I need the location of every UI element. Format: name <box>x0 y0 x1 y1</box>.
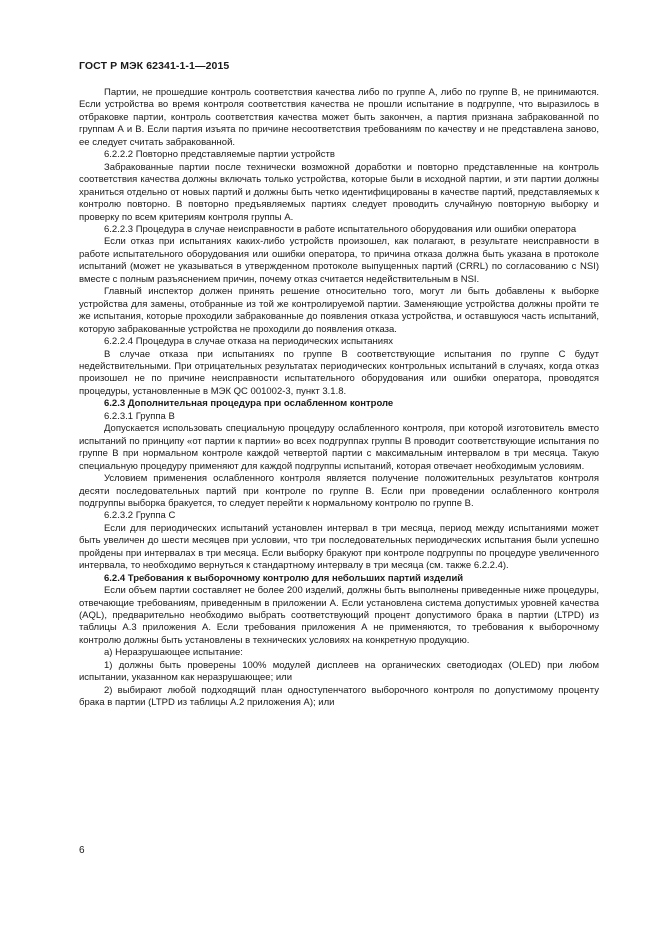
paragraph: Если объем партии составляет не более 200 изделий, должны быть выполнены приведенные ниже процедуры, отвечающие требованиям, приведенным в приложении А. Если установлена система допустимых уровней качества (AQL), предварительно необходимо выбрать соответствующий процент допустимого брака в партии (LTPD) из таблицы А.3 приложения А. Если требования приложения А не применяются, то требования к выборочному контролю должны быть установлены в технических условиях на конкретную продукцию. <box>79 585 599 646</box>
list-item: 2) выбирают любой подходящий план одноступенчатого выборочного контроля по допустимому проценту брака в партии (LTPD из таблицы А.2 приложения А); или <box>79 684 599 709</box>
paragraph: Забракованные партии после технически возможной доработки и повторно представленные на контроль соответствия качества должны включать только устройства, которые были в исходной партии, и эти партии должны храниться отдельно от новых партий и должны быть четко идентифицированы в качестве партий, представляемых к контролю повторно. В повторно предъявляемых партиях следует проводить случайную повторную выборку и проверку по всем критериям контроля группы А. <box>79 161 599 223</box>
subsection-heading: 6.2.2.4 Процедура в случае отказа на периодических испытаниях <box>104 336 393 348</box>
page-number: 6 <box>79 845 85 856</box>
paragraph: Партии, не прошедшие контроль соответствия качества либо по группе А, либо по группе В, не принимаются. Если устройства во время контроля соответствия качества не прошли испытание в подгруппе, что выразилось в отбраковке партии, контроль соответствия качества может быть закончен, а партия признана забракованной по группам А и В. Если партия изъята по причине несоответствия требованиям по качеству и не представлена заново, ее следует считать забракованной. <box>79 87 599 148</box>
subsection-heading: 6.2.3.2 Группа С <box>104 510 176 522</box>
subsection-heading: 6.2.3.1 Группа В <box>104 410 175 422</box>
paragraph: Если для периодических испытаний установлен интервал в три месяца, период между испытаниями может быть увеличен до шести месяцев при условии, что три последовательных периодических испытания были успешно пройдены при интервалах в три месяца. Если выборку бракуют при контроле подгруппы по процедуре увеличенного интервала, то необходимо вернуться к стандартному интервалу в три месяца (см. также 6.2.2.4). <box>79 522 599 572</box>
list-item: а) Неразрушающее испытание: <box>104 647 243 659</box>
document-header: ГОСТ Р МЭК 62341-1-1—2015 <box>79 60 230 72</box>
section-heading: 6.2.3 Дополнительная процедура при ослабленном контроле <box>104 398 394 410</box>
list-item: 1) должны быть проверены 100% модулей дисплеев на органических светодиодах (OLED) при любом испытании, указанном как неразрушающее; или <box>79 659 599 684</box>
subsection-heading: 6.2.2.3 Процедура в случае неисправности в работе испытательного оборудования или ошибки оператора <box>104 223 577 235</box>
paragraph: Условием применения ослабленного контроля является получение положительных результатов контроля десяти последовательных партий при контроле по группе В. Если при проведении ослабленного контроля подгруппы выборка бракуется, то следует перейти к нормальному контролю по группе В. <box>79 473 599 509</box>
paragraph: Допускается использовать специальную процедуру ослабленного контроля, при которой изготовитель вместо испытаний по принципу «от партии к партии» во всех подгруппах группы В проводит соответствующие испытания по группе В при нормальном контроле каждой четвертой партии с максимальным интервалом в три месяца. Такую специальную процедуру применяют для каждой подгруппы испытаний, которая отвечает необходимым условиям. <box>79 423 599 472</box>
paragraph: Главный инспектор должен принять решение относительно того, могут ли быть добавлены к выборке устройства для замены, отобранные из той же контролируемой партии. Заменяющие устройства должны пройти те же испытания, которые проходили забракованные до появления отказа устройства, и оставшуюся часть испытаний, которую забракованные устройства не проходили до появления отказа. <box>79 286 599 335</box>
document-body <box>79 87 599 710</box>
paragraph: В случае отказа при испытаниях по группе В соответствующие испытания по группе С будут недействительными. При отрицательных результатах периодических контрольных испытаний в случаях, когда отказ произошел не по причине неисправности испытательного оборудования или ошибки оператора, проводятся процедуры, установленные в МЭК QC 001002-3, пункт 3.1.8. <box>79 348 599 397</box>
section-heading: 6.2.4 Требования к выборочному контролю для небольших партий изделий <box>104 572 464 584</box>
paragraph: Если отказ при испытаниях каких-либо устройств произошел, как полагают, в результате неисправности в работе испытательного оборудования или ошибки оператора, то причина отказа должна быть указана в протоколе испытаний (может не указываться в утвержденном протоколе выпущенных партий (CRRL) по согласованию с NSI) вместе с полным разъяснением причин, почему отказ считается недействительным в NSI. <box>79 236 599 285</box>
subsection-heading: 6.2.2.2 Повторно представляемые партии устройств <box>104 149 335 161</box>
